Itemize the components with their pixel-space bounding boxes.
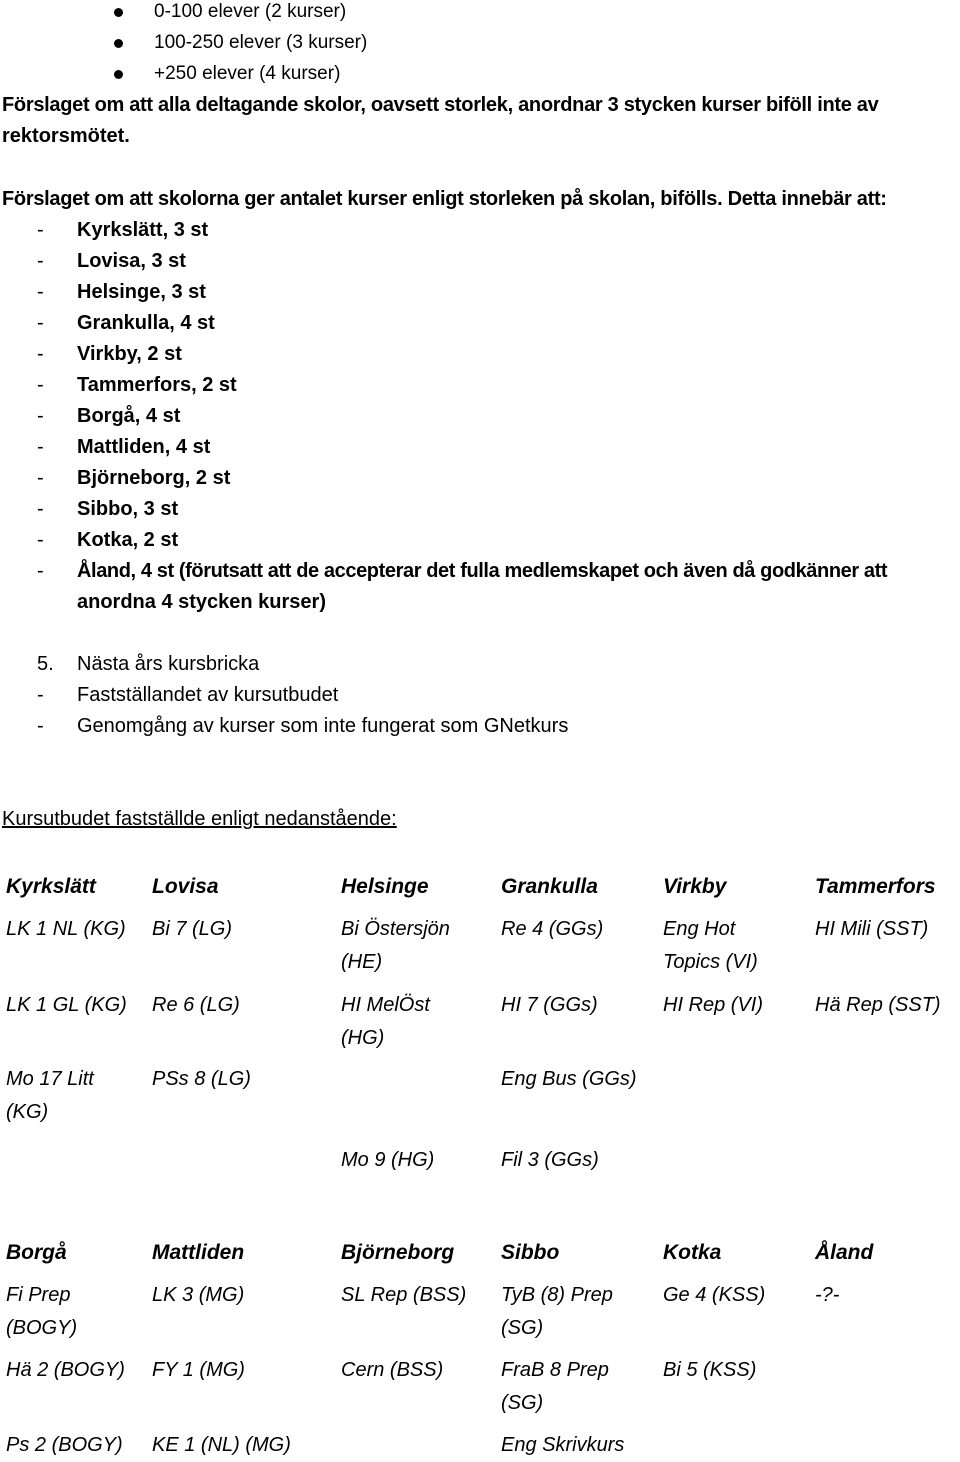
dash-marker: - [37, 281, 44, 303]
school-item-continued: anordna 4 stycken kurser) [77, 591, 326, 613]
table-header: Borgå [6, 1241, 67, 1264]
school-item: Grankulla, 4 st [77, 312, 215, 334]
table-cell: Bi 5 (KSS) [663, 1359, 757, 1381]
table-cell: Hä 2 (BOGY) [6, 1359, 125, 1381]
table-cell: Mo 17 Litt (KG) [6, 1068, 94, 1123]
table-cell: Eng Hot Topics (VI) [663, 918, 758, 973]
dash-marker: - [37, 405, 44, 427]
table-cell: Fil 3 (GGs) [501, 1149, 599, 1171]
dash-marker: - [37, 684, 44, 706]
table-header: Lovisa [152, 875, 219, 898]
table-cell: Eng Skrivkurs [501, 1434, 625, 1456]
table-cell: Mo 9 (HG) [341, 1149, 435, 1171]
table-cell: PSs 8 (LG) [152, 1068, 251, 1090]
dash-marker: - [37, 715, 44, 737]
section-number: 5. [37, 653, 54, 675]
dash-marker: - [37, 498, 44, 520]
table-cell: TyB (8) Prep (SG) [501, 1284, 613, 1339]
dash-marker: - [37, 374, 44, 396]
table-cell: Re 4 (GGs) [501, 918, 604, 940]
paragraph-line: Förslaget om att alla deltagande skolor, oavsett storlek, anordnar 3 stycken kurser biföll inte av [2, 94, 879, 116]
table-cell: LK 1 NL (KG) [6, 918, 126, 940]
table-cell: Hä Rep (SST) [815, 994, 941, 1016]
table-cell: SL Rep (BSS) [341, 1284, 467, 1306]
school-item: Sibbo, 3 st [77, 498, 179, 520]
table-cell: Ge 4 (KSS) [663, 1284, 766, 1306]
kursutbud-heading: Kursutbudet fastställde enligt nedanstående: [2, 808, 397, 830]
table-header: Sibbo [501, 1241, 560, 1264]
school-item: Tammerfors, 2 st [77, 374, 237, 396]
table-header: Åland [815, 1241, 874, 1264]
table-cell: Fi Prep (BOGY) [6, 1284, 78, 1339]
bullet-item: 100-250 elever (3 kurser) [154, 32, 368, 53]
paragraph-line: rektorsmötet. [2, 125, 130, 147]
table-cell: FraB 8 Prep (SG) [501, 1359, 609, 1414]
table-cell: Bi 7 (LG) [152, 918, 233, 940]
table-cell: LK 1 GL (KG) [6, 994, 127, 1016]
section-item: Fastställandet av kursutbudet [77, 684, 339, 706]
bullet-icon [114, 39, 123, 48]
school-item: Borgå, 4 st [77, 405, 181, 427]
table-header: Mattliden [152, 1241, 245, 1264]
dash-marker: - [37, 250, 44, 272]
dash-marker: - [37, 467, 44, 489]
dash-marker: - [37, 343, 44, 365]
dash-marker: - [37, 560, 44, 582]
bullet-icon [114, 8, 123, 17]
school-item: Mattliden, 4 st [77, 436, 211, 458]
table-cell: KE 1 (NL) (MG) [152, 1434, 291, 1456]
table-cell: HI Mili (SST) [815, 918, 929, 940]
table-cell: HI MelÖst (HG) [341, 994, 430, 1049]
table-cell: FY 1 (MG) [152, 1359, 245, 1381]
table-cell: Re 6 (LG) [152, 994, 240, 1016]
table-cell: Cern (BSS) [341, 1359, 444, 1381]
table-cell: Eng Bus (GGs) [501, 1068, 637, 1090]
table-cell: -?- [815, 1284, 840, 1306]
section-title: Nästa års kursbricka [77, 653, 260, 675]
school-item: Björneborg, 2 st [77, 467, 231, 489]
dash-marker: - [37, 529, 44, 551]
bullet-item: 0-100 elever (2 kurser) [154, 1, 347, 22]
school-item: Kotka, 2 st [77, 529, 179, 551]
table-header: Kotka [663, 1241, 722, 1264]
school-item: Kyrkslätt, 3 st [77, 219, 209, 241]
bullet-icon [114, 70, 123, 79]
bullet-item: +250 elever (4 kurser) [154, 63, 341, 84]
table-header: Virkby [663, 875, 727, 898]
table-header: Tammerfors [815, 875, 936, 898]
paragraph-line: Förslaget om att skolorna ger antalet kurser enligt storleken på skolan, bifölls. Detta innebär att: [2, 188, 887, 210]
table-cell: HI Rep (VI) [663, 994, 764, 1016]
table-header: Grankulla [501, 875, 598, 898]
section-item: Genomgång av kurser som inte fungerat som GNetkurs [77, 715, 569, 737]
dash-marker: - [37, 312, 44, 334]
school-item: Helsinge, 3 st [77, 281, 206, 303]
school-item: Lovisa, 3 st [77, 250, 186, 272]
table-header: Helsinge [341, 875, 429, 898]
school-item: Virkby, 2 st [77, 343, 182, 365]
table-cell: LK 3 (MG) [152, 1284, 245, 1306]
dash-marker: - [37, 436, 44, 458]
table-cell: Ps 2 (BOGY) [6, 1434, 123, 1456]
dash-marker: - [37, 219, 44, 241]
school-item: Åland, 4 st (förutsatt att de accepterar det fulla medlemskapet och även då godkänner att [77, 560, 888, 582]
table-cell: Bi Östersjön (HE) [341, 918, 450, 973]
table-header: Kyrkslätt [6, 875, 96, 898]
table-cell: HI 7 (GGs) [501, 994, 598, 1016]
table-header: Björneborg [341, 1241, 455, 1264]
